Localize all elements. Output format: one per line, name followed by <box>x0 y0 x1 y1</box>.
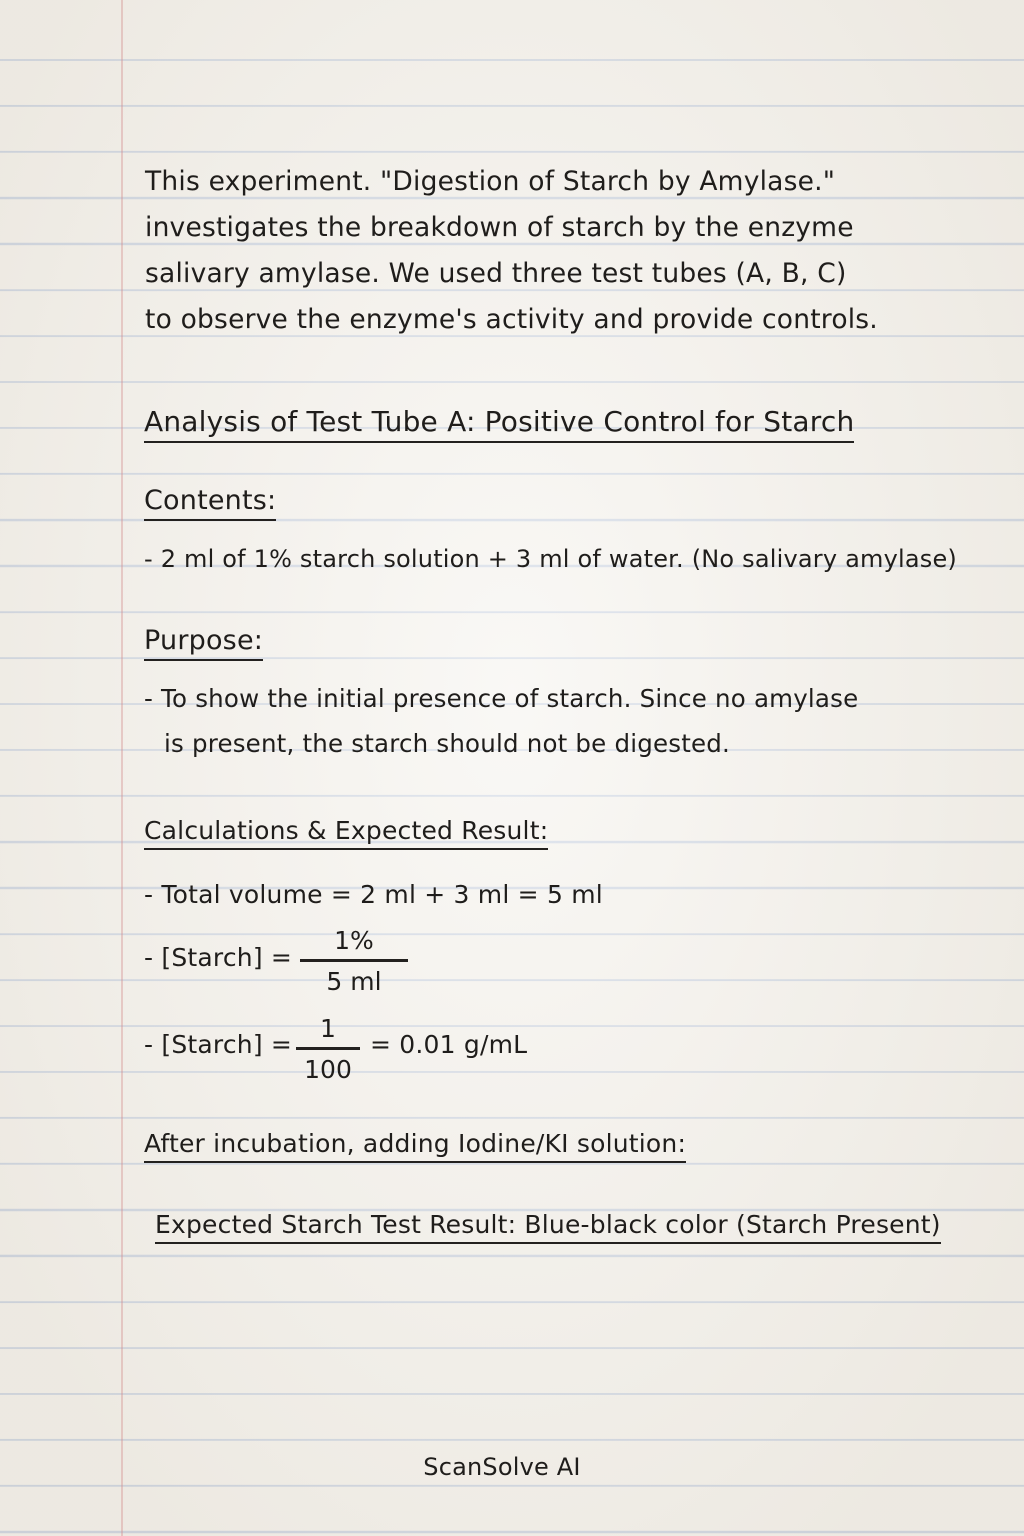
calculations-heading: Calculations & Expected Result: <box>144 816 548 850</box>
contents-heading: Contents: <box>144 485 276 521</box>
footer-brand: ScanSolve AI <box>423 1453 581 1481</box>
intro-line-3: salivary amylase. We used three test tubes (A, B, C) <box>145 258 847 289</box>
after-incubation-heading: After incubation, adding Iodine/KI solution: <box>144 1129 686 1163</box>
contents-line: - 2 ml of 1% starch solution + 3 ml of water. (No salivary amylase) <box>144 545 957 573</box>
intro-line-4: to observe the enzyme's activity and provide controls. <box>145 304 878 335</box>
total-volume-line: - Total volume = 2 ml + 3 ml = 5 ml <box>144 880 603 909</box>
fraction-2-numerator: 1 <box>320 1014 336 1043</box>
margin-line <box>121 0 123 1536</box>
purpose-heading: Purpose: <box>144 625 263 661</box>
fraction-1-numerator: 1% <box>334 926 374 955</box>
intro-line-1: This experiment. "Digestion of Starch by Amylase." <box>145 166 836 197</box>
starch-label-1: - [Starch] = <box>144 943 293 972</box>
fraction-2 <box>296 1014 360 1084</box>
fraction-1-denominator: 5 ml <box>326 966 382 996</box>
expected-result: Expected Starch Test Result: Blue-black color (Starch Present) <box>155 1210 941 1244</box>
analysis-title: Analysis of Test Tube A: Positive Control for Starch <box>144 405 854 443</box>
fraction-2-result: = 0.01 g/mL <box>370 1030 528 1059</box>
fraction-2-denominator: 100 <box>304 1054 352 1084</box>
starch-label-2: - [Starch] = <box>144 1030 293 1059</box>
intro-line-2: investigates the breakdown of starch by the enzyme <box>145 212 854 243</box>
purpose-line-2: is present, the starch should not be digested. <box>164 729 731 758</box>
fraction-1 <box>300 926 408 996</box>
fraction-1-bar <box>300 959 408 962</box>
fraction-2-bar <box>296 1047 360 1050</box>
purpose-line-1: - To show the initial presence of starch. Since no amylase <box>144 684 859 713</box>
